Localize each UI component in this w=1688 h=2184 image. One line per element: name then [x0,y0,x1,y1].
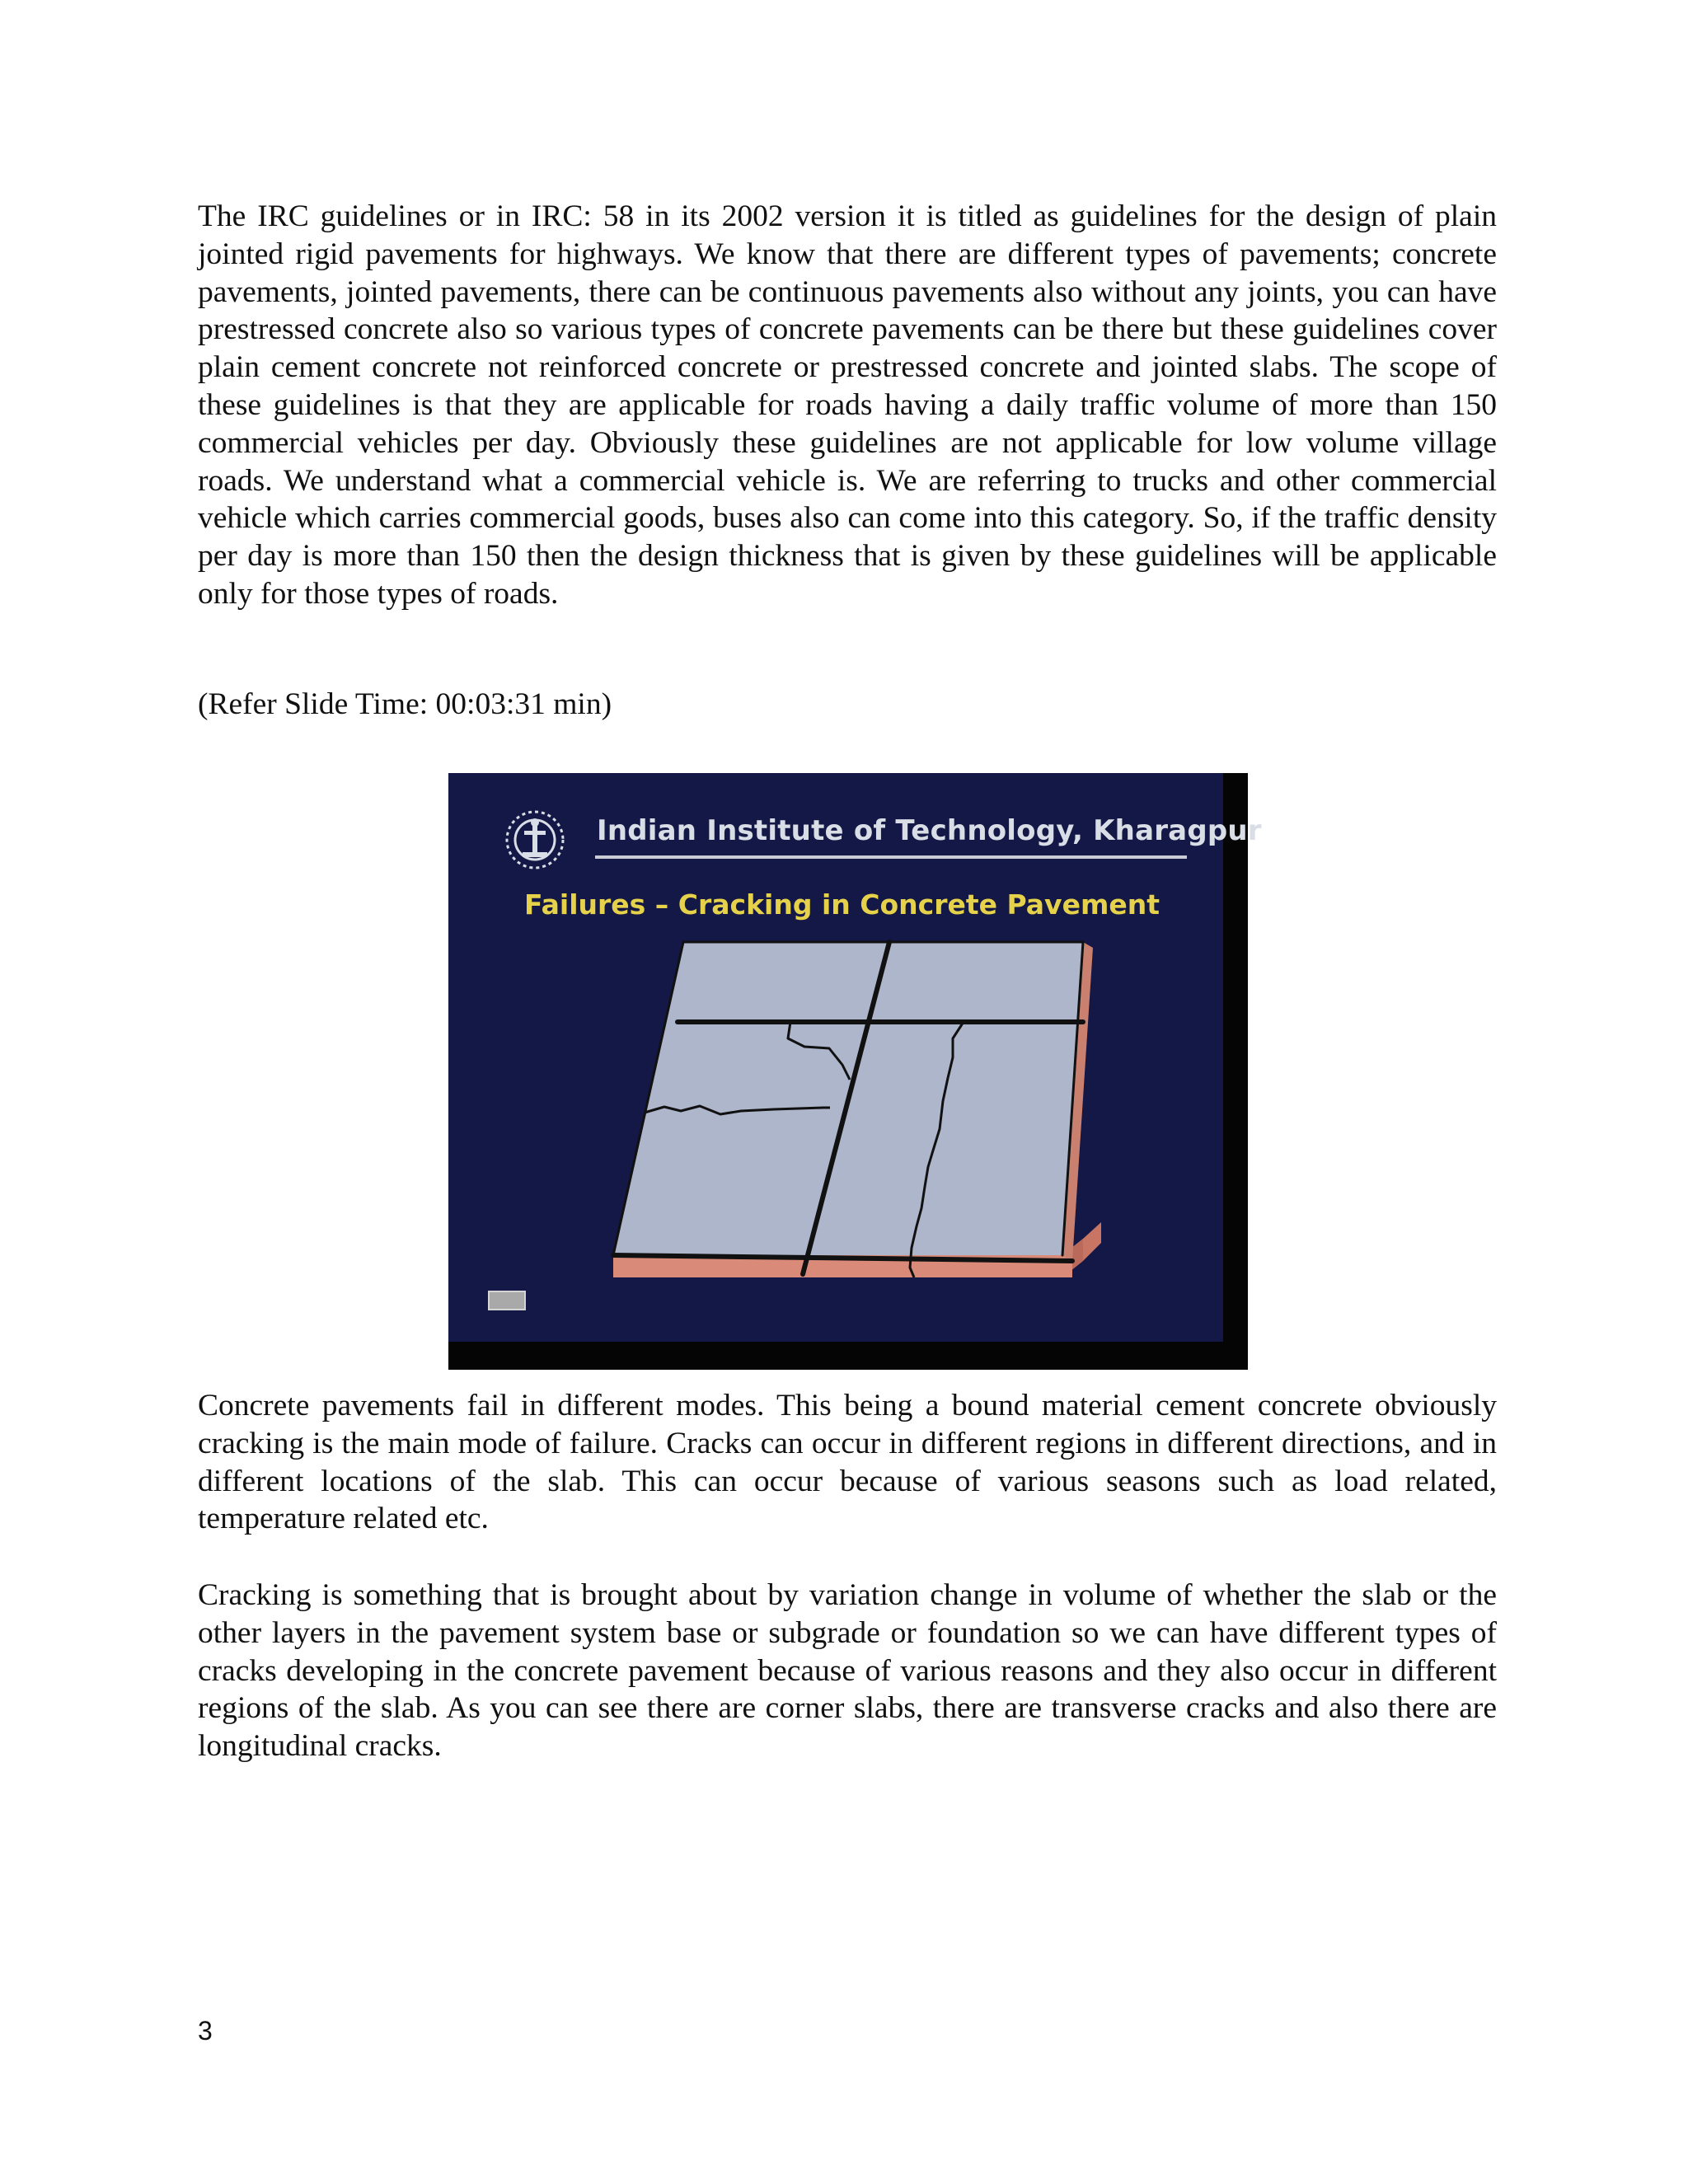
paragraph-irc-guidelines: The IRC guidelines or in IRC: 58 in its 2002 version it is titled as guidelines for the design of plain jointed rigid pavements for highways. We know that there are different types of pavements; concrete pavements, jointed pavements, there can be continuous pavements also without any joints, you can have prestressed concrete also so various types of concrete pavements can be there but these guidelines cover plain cement concrete not reinforced concrete or prestressed concrete and jointed slabs. The scope of these guidelines is that they are applicable for roads having a daily traffic volume of more than 150 commercial vehicles per day. Obviously these guidelines are not applicable for low volume village roads. We understand what a commercial vehicle is. We are referring to trucks and other commercial vehicle which carries commercial goods, buses also can come into this category. So, if the traffic density per day is more than 150 then the design thickness that is given by these guidelines will be applicable only for those types of roads. [198,199,1497,611]
paragraph-failure-modes: Concrete pavements fail in different modes. This being a bound material cement concrete obviously cracking is the main mode of failure. Cracks can occur in different regions in different directions, and in different locations of the slab. This can occur because of various seasons such as load related, temperature related etc. [198,1389,1497,1536]
slide-time-reference: (Refer Slide Time: 00:03:31 min) [198,687,612,721]
slide-institution-title: Indian Institute of Technology, Kharagpur [597,814,1262,847]
pavement-cracking-diagram [448,773,1248,1370]
slide-corner-badge [488,1291,526,1310]
slide-title: Failures – Cracking in Concrete Pavement [524,888,1160,921]
lecture-slide-image [448,773,1262,1370]
paragraph-cracking-causes: Cracking is something that is brought about by variation change in volume of whether the slab or the other layers in the pavement system base or subgrade or foundation so we can have different types of cracks developing in the concrete pavement because of various reasons and they also occur in different regions of the slab. As you can see there are corner slabs, there are transverse cracks and also there are longitudinal cracks. [198,1578,1497,1764]
page-number: 3 [198,2016,213,2046]
